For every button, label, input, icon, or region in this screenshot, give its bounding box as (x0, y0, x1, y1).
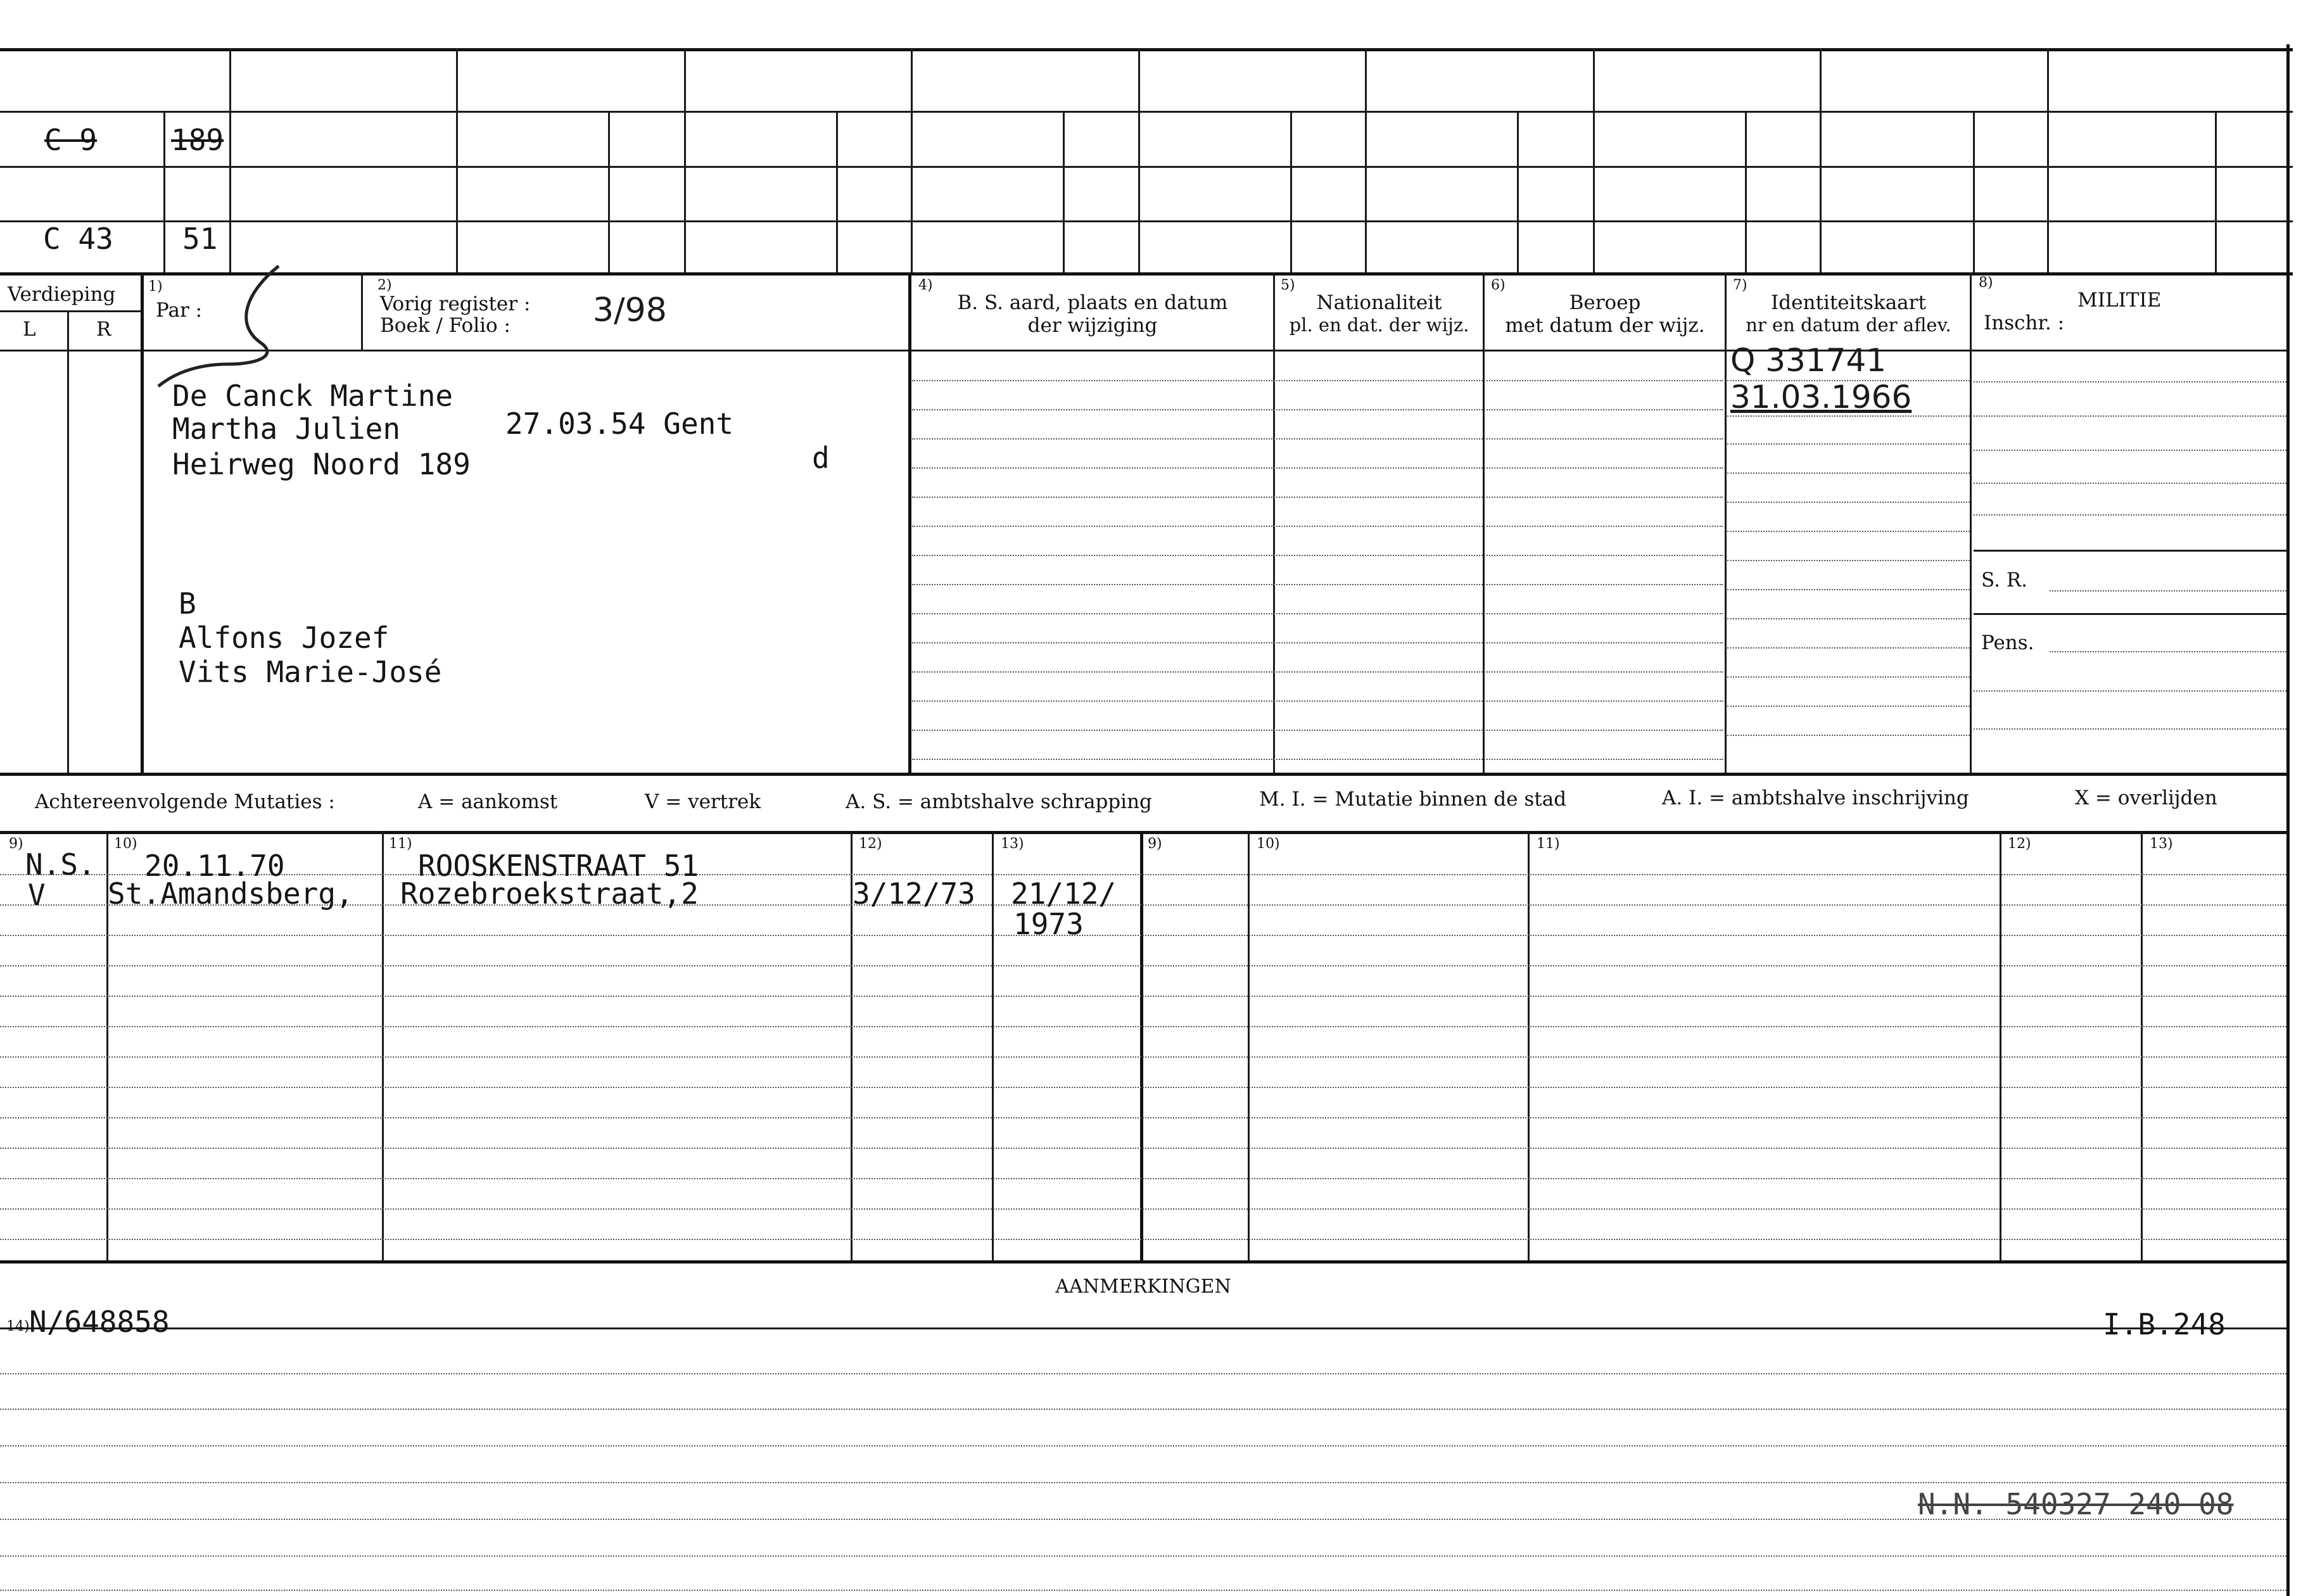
verdieping-r: R (96, 318, 111, 341)
legend-title: Achtereenvolgende Mutaties : (35, 790, 335, 813)
nat-num: 5) (1281, 277, 1295, 293)
mutation-date3-b: 1973 (1013, 907, 1084, 941)
mutation-type1: N.S. (25, 847, 96, 882)
militie-inschr: Inschr. : (1984, 312, 2065, 334)
mutation-address2: Rozebroekstraat,2 (400, 877, 699, 911)
person-line5: Alfons Jozef (179, 621, 390, 655)
militie-num: 8) (1979, 275, 1993, 291)
legend-x: X = overlijden (2075, 787, 2217, 809)
mutation-date3-a: 21/12/ (1011, 877, 1117, 911)
id-card-number: Q 331741 (1730, 342, 1887, 379)
col-11: 11) (389, 836, 412, 852)
mutation-place: St.Amandsberg, (108, 877, 353, 911)
col-11b: 11) (1537, 836, 1560, 852)
mutation-address1: ROOSKENSTRAAT 51 (418, 849, 699, 883)
remarks-ib: I.B.248 (2103, 1307, 2226, 1341)
col-12: 12) (859, 836, 882, 852)
par-num: 1) (148, 279, 163, 294)
mutation-type2: V (28, 878, 46, 912)
person-b: B (179, 586, 196, 621)
beroep-num: 6) (1491, 277, 1506, 293)
signature-stroke-icon (152, 253, 304, 393)
par-label: Par : (156, 299, 203, 322)
vorig-value: 3/98 (593, 291, 667, 329)
col-10: 10) (114, 836, 137, 852)
person-name: De Canck Martine (172, 379, 453, 413)
vorig-label2: Boek / Folio : (380, 314, 510, 337)
id-label1: Identiteitskaart (1771, 291, 1926, 314)
legend-as: A. S. = ambtshalve schrapping (846, 790, 1152, 813)
id-num: 7) (1733, 277, 1747, 293)
nat-label2: pl. en dat. der wijz. (1289, 314, 1469, 336)
old-number: 189 (171, 123, 224, 157)
nat-label1: Nationaliteit (1316, 291, 1442, 314)
remarks-nn: N.N. 540327 240 08 (1918, 1487, 2234, 1521)
person-mark: d (812, 441, 830, 475)
legend-v: V = vertrek (645, 790, 761, 813)
remarks-title: AANMERKINGEN (1055, 1276, 1231, 1298)
id-label2: nr en datum der aflev. (1746, 314, 1951, 336)
verdieping-l: L (23, 318, 36, 341)
remarks-n-number: N/648858 (29, 1305, 170, 1339)
col-10b: 10) (1257, 836, 1280, 852)
militie-pens: Pens. (1981, 631, 2034, 654)
legend-ai: A. I. = ambtshalve inschrijving (1662, 787, 1969, 809)
bs-label1: B. S. aard, plaats en datum (957, 291, 1228, 314)
col-13b: 13) (2150, 836, 2173, 852)
mutation-date2: 3/12/73 (853, 877, 975, 911)
person-address: Heirweg Noord 189 (172, 447, 471, 481)
militie-label: MILITIE (2077, 289, 2162, 312)
col-9b: 9) (1148, 836, 1162, 852)
vorig-label1: Vorig register : (380, 293, 531, 315)
legend-a: A = aankomst (418, 790, 558, 813)
old-code: C 9 (44, 123, 98, 157)
person-birth: 27.03.54 Gent (505, 407, 734, 441)
col-12b: 12) (2008, 836, 2031, 852)
number: 51 (182, 222, 218, 256)
bs-label2: der wijziging (1027, 314, 1158, 337)
verdieping-label: Verdieping (8, 283, 116, 306)
mutation-date: 20.11.70 (144, 849, 285, 883)
militie-sr: S. R. (1981, 569, 2028, 592)
person-line6: Vits Marie-José (179, 655, 442, 689)
col-9: 9) (9, 836, 23, 852)
col-13: 13) (1001, 836, 1024, 852)
beroep-label1: Beroep (1569, 291, 1641, 314)
vorig-num: 2) (377, 277, 392, 293)
remarks-num: 14) (6, 1319, 30, 1334)
bs-num: 4) (918, 277, 933, 293)
code: C 43 (43, 222, 113, 256)
legend-mi: M. I. = Mutatie binnen de stad (1259, 788, 1567, 811)
beroep-label2: met datum der wijz. (1505, 314, 1705, 337)
id-card-date: 31.03.1966 (1730, 379, 1912, 415)
person-parent1: Martha Julien (172, 412, 401, 446)
